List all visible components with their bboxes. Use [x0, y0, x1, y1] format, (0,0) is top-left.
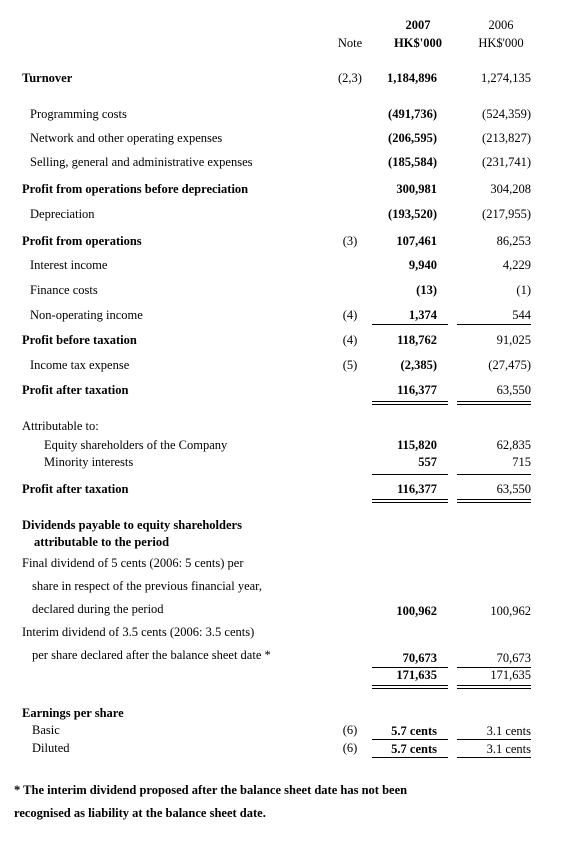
rule-2006-f2 [457, 688, 531, 689]
rule-2007-g [372, 739, 448, 740]
eps-diluted-2006: 3.1 cents [486, 742, 531, 756]
row-label: Profit before taxation [22, 333, 137, 347]
row-note: (5) [342, 358, 358, 372]
rule-2007-b2 [372, 404, 448, 405]
rule-2006-b2 [457, 404, 531, 405]
row-value-2006: (213,827) [482, 131, 531, 145]
table-row [0, 333, 561, 351]
rule-2007-b1 [372, 401, 448, 402]
dividends-total-2007: 171,635 [396, 668, 437, 682]
header-unit-2007: HK$'000 [394, 36, 442, 50]
rule-2006-d2 [457, 502, 531, 503]
rule-2006-b1 [457, 401, 531, 402]
footnote-line1: * The interim dividend proposed after the balance sheet date has not been [14, 783, 408, 797]
header-note: Note [337, 36, 363, 50]
rule-2006-g [457, 739, 531, 740]
row-note: (2,3) [338, 71, 362, 85]
interim-dividend-2007: 70,673 [402, 651, 437, 665]
table-row [0, 131, 561, 149]
rule-2007-a [372, 324, 448, 325]
table-row [0, 383, 561, 401]
header-unit-2006: HK$'000 [478, 36, 524, 50]
table-row [0, 358, 561, 376]
row-value-2006: (231,741) [482, 155, 531, 169]
row-label: Profit from operations [22, 234, 142, 248]
eps-diluted-2007: 5.7 cents [391, 742, 437, 756]
minority-label: Minority interests [44, 455, 134, 469]
rule-2006-c [457, 474, 531, 475]
row-label: Profit after taxation [22, 383, 129, 397]
minority-2006: 715 [512, 455, 531, 469]
table-row [0, 283, 561, 301]
row-value-2007: (185,584) [388, 155, 437, 169]
header-year-2007: 2007 [405, 18, 431, 32]
dividends-heading-1: Dividends payable to equity shareholders [22, 518, 242, 532]
eps-basic-label: Basic [32, 723, 60, 737]
interim-dividend-line1: Interim dividend of 3.5 cents (2006: 3.5 cents) [22, 625, 255, 639]
equity-2006: 62,835 [496, 438, 531, 452]
row-label: Profit from operations before depreciation [22, 182, 249, 196]
row-label: Depreciation [30, 207, 95, 221]
rule-2007-f2 [372, 688, 448, 689]
row-label: Turnover [22, 71, 73, 85]
table-row [0, 71, 561, 89]
row-value-2007: 116,377 [397, 383, 437, 397]
rule-2007-c [372, 474, 448, 475]
row-value-2006: (217,955) [482, 207, 531, 221]
eps-diluted-note: (6) [342, 741, 358, 755]
row-value-2007: 1,184,896 [387, 71, 437, 85]
row-label: Selling, general and administrative expenses [30, 155, 253, 169]
row-value-2006: 544 [512, 308, 531, 322]
row-label: Network and other operating expenses [30, 131, 223, 145]
interim-dividend-line2: per share declared after the balance sheet date * [32, 648, 271, 662]
row-value-2006: (27,475) [488, 358, 531, 372]
eps-basic-2006: 3.1 cents [486, 724, 531, 738]
rule-2006-d1 [457, 499, 531, 500]
final-dividend-2007: 100,962 [396, 604, 437, 618]
row-note: (3) [342, 234, 358, 248]
row-value-2006: 1,274,135 [481, 71, 531, 85]
row-label: Non-operating income [30, 308, 143, 322]
rule-2007-h [372, 757, 448, 758]
attributable-total-2007: 116,377 [397, 482, 437, 496]
equity-2007: 115,820 [397, 438, 437, 452]
row-value-2006: (1) [516, 283, 531, 297]
table-row [0, 107, 561, 125]
final-dividend-line3: declared during the period [32, 602, 164, 616]
table-row [0, 182, 561, 200]
row-value-2007: (193,520) [388, 207, 437, 221]
row-label: Income tax expense [30, 358, 130, 372]
attributable-heading: Attributable to: [22, 419, 99, 433]
table-row [0, 234, 561, 252]
footnote-line2: recognised as liability at the balance sheet date. [14, 806, 266, 820]
rule-2007-d1 [372, 499, 448, 500]
row-value-2007: 300,981 [396, 182, 437, 196]
row-value-2006: 91,025 [496, 333, 531, 347]
dividends-heading-2: attributable to the period [34, 535, 170, 549]
attributable-total-2006: 63,550 [496, 482, 531, 496]
eps-diluted-label: Diluted [32, 741, 70, 755]
row-value-2006: 4,229 [502, 258, 531, 272]
interim-dividend-2006: 70,673 [496, 651, 531, 665]
table-row [0, 258, 561, 276]
row-label: Interest income [30, 258, 108, 272]
header-year-2006: 2006 [488, 18, 514, 32]
row-value-2007: 107,461 [396, 234, 437, 248]
row-value-2006: 63,550 [496, 383, 531, 397]
rule-2007-f1 [372, 685, 448, 686]
row-value-2007: 118,762 [397, 333, 437, 347]
table-row [0, 155, 561, 173]
row-note: (4) [342, 333, 358, 347]
rule-2006-a [457, 324, 531, 325]
row-value-2007: 1,374 [408, 308, 437, 322]
final-dividend-line1: Final dividend of 5 cents (2006: 5 cents) per [22, 556, 244, 570]
dividends-total-2006: 171,635 [490, 668, 531, 682]
row-value-2007: (2,385) [400, 358, 437, 372]
eps-basic-note: (6) [342, 723, 358, 737]
equity-label: Equity shareholders of the Company [44, 438, 228, 452]
row-value-2007: (491,736) [388, 107, 437, 121]
rule-2006-h [457, 757, 531, 758]
table-row [0, 207, 561, 225]
row-label: Programming costs [30, 107, 127, 121]
minority-2007: 557 [418, 455, 437, 469]
rule-2007-d2 [372, 502, 448, 503]
row-value-2007: 9,940 [408, 258, 437, 272]
row-value-2007: (206,595) [388, 131, 437, 145]
row-value-2007: (13) [416, 283, 437, 297]
final-dividend-2006: 100,962 [490, 604, 531, 618]
row-value-2006: 86,253 [496, 234, 531, 248]
eps-basic-2007: 5.7 cents [391, 724, 437, 738]
row-label: Finance costs [30, 283, 98, 297]
final-dividend-line2: share in respect of the previous financial year, [32, 579, 262, 593]
row-value-2006: 304,208 [490, 182, 531, 196]
eps-heading: Earnings per share [22, 706, 124, 720]
row-value-2006: (524,359) [482, 107, 531, 121]
rule-2006-f1 [457, 685, 531, 686]
row-note: (4) [342, 308, 358, 322]
attributable-total-label: Profit after taxation [22, 482, 129, 496]
